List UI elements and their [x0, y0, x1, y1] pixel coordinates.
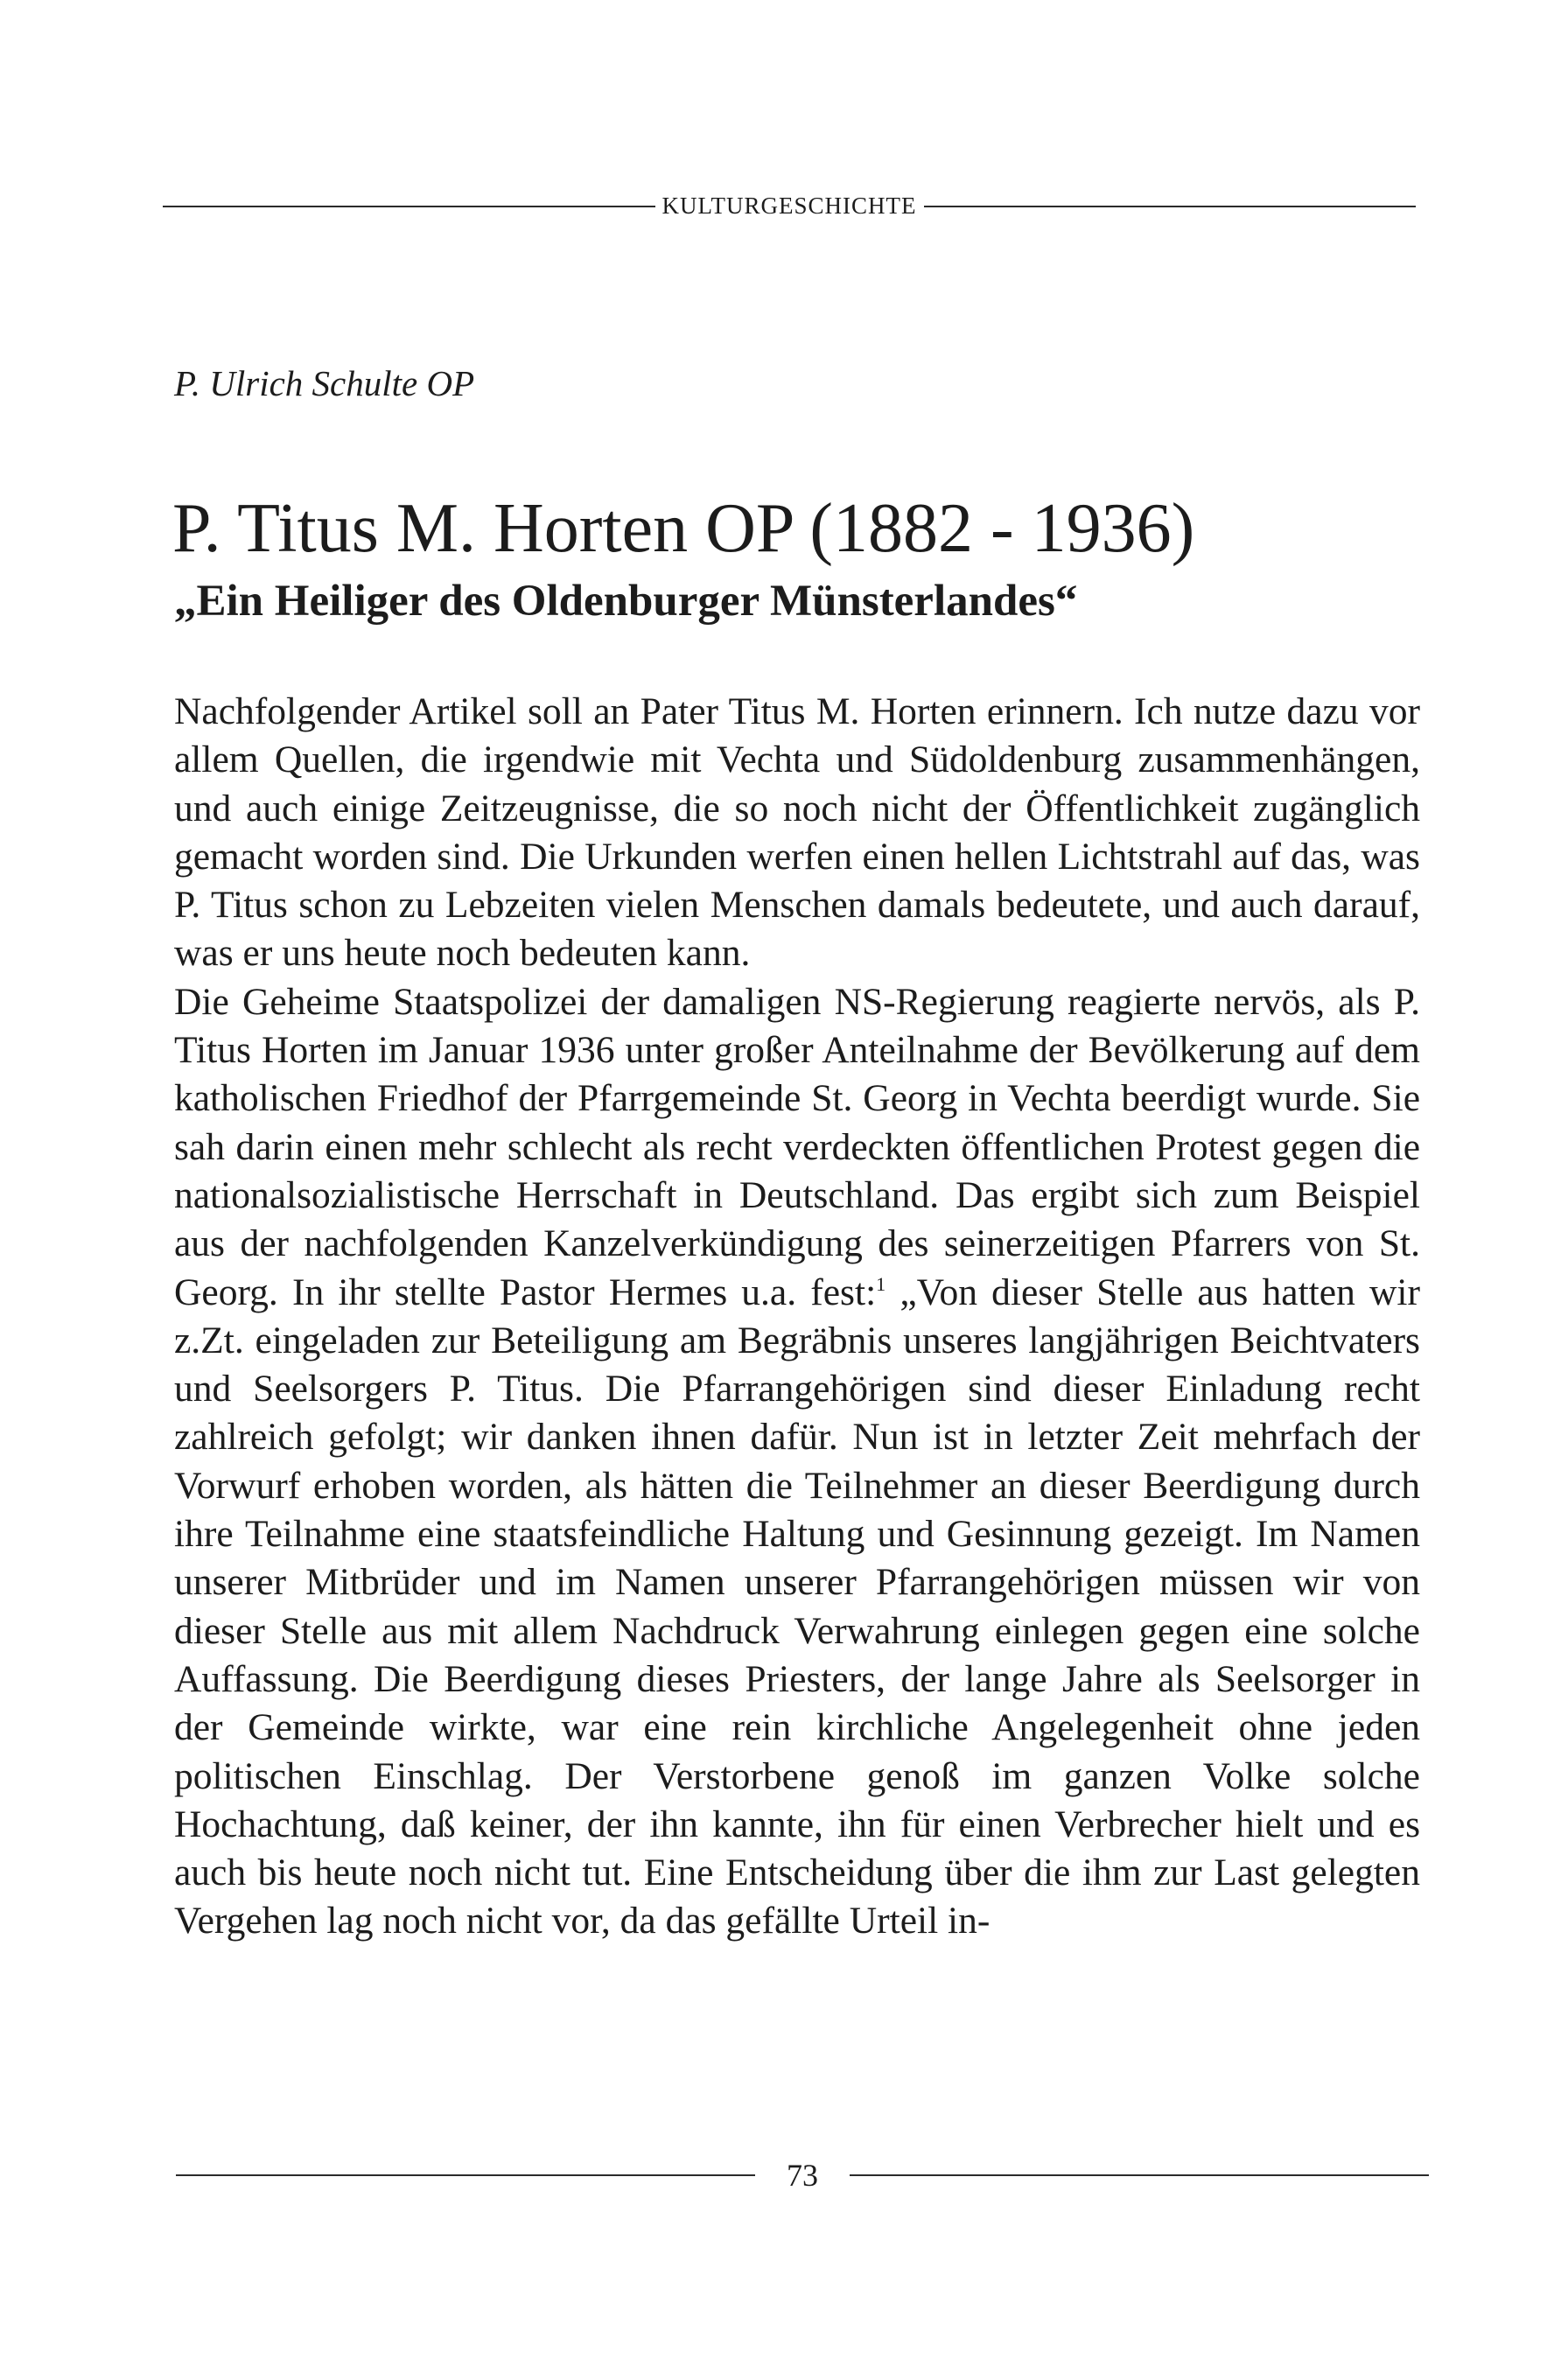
running-head	[163, 194, 1416, 218]
author-byline: P. Ulrich Schulte OP	[174, 363, 475, 403]
page-footer	[176, 2160, 1429, 2191]
paragraph-2	[174, 978, 1420, 1946]
paragraph-2-text-before-note: Die Geheime Staatspolizei der damaligen NS-Regierung reagierte nervös, als P. Titus Horten im Januar 1936 unter großer Anteilnahme der Bevölkerung auf dem katholischen Friedhof der Pfarrgemeinde St. Georg in Vechta beerdigt wurde. Sie sah darin einen mehr schlecht als recht verdeckten öffentlichen Protest gegen die nationalsozialistische Herrschaft in Deutschland. Das ergibt sich zum Beispiel aus der nachfolgenden Kanzelverkündigung des seinerzeitigen Pfarrers von St. Georg. In ihr stellte Pastor Hermes u.a. fest:	[174, 980, 1420, 1313]
footer-rule-right	[850, 2174, 1429, 2176]
article-subtitle: „Ein Heiliger des Oldenburger Münsterlandes“	[174, 577, 1078, 626]
paragraph-2-text-after-note: „Von dieser Stelle aus hatten wir z.Zt. eingeladen zur Beteiligung am Begräbnis unseres langjährigen Beichtvaters und Seelsorgers P. Titus. Die Pfarrangehörigen sind dieser Einladung recht zahlreich gefolgt; wir danken ihnen dafür. Nun ist in letzter Zeit mehrfach der Vorwurf erhoben worden, als hätten die Teilnehmer an dieser Beerdigung durch ihre Teilnahme eine staatsfeindliche Haltung und Gesinnung gezeigt. Im Namen unserer Mitbrüder und im Namen unserer Pfarrangehörigen müssen wir von dieser Stelle aus mit allem Nachdruck Verwahrung einlegen gegen eine solche Auffassung. Die Beerdigung dieses Priesters, der lange Jahre als Seelsorger in der Gemeinde wirkte, war eine rein kirchliche Angelegenheit ohne jeden politischen Einschlag. Der Verstorbene genoß im ganzen Volke solche Hochachtung, daß keiner, der ihn kannte, ihn für einen Verbrecher hielt und es auch bis heute noch nicht tut. Eine Entscheidung über die ihm zur Last gelegten Vergehen lag noch nicht vor, da das gefällte Urteil in-	[174, 1270, 1420, 1942]
article-title: P. Titus M. Horten OP (1882 - 1936)	[172, 490, 1195, 567]
footnote-marker: 1	[876, 1272, 886, 1295]
paragraph-1: Nachfolgender Artikel soll an Pater Titus M. Horten erinnern. Ich nutze dazu vor allem Quellen, die irgendwie mit Vechta und Südoldenburg zusammenhängen, und auch einige Zeitzeugnisse, die so noch nicht der Öffentlichkeit zugänglich gemacht worden sind. Die Urkunden werfen einen hellen Lichtstrahl auf das, was P. Titus schon zu Lebzeiten vielen Menschen damals bedeutete, und auch darauf, was er uns heute noch bedeuten kann.	[174, 690, 1420, 975]
footer-rule-left	[176, 2174, 755, 2176]
article-body	[174, 688, 1420, 1946]
page-number: 73	[787, 2158, 818, 2193]
header-rule-left	[163, 206, 655, 207]
section-title: KULTURGESCHICHTE	[662, 192, 917, 219]
header-rule-right	[924, 206, 1417, 207]
